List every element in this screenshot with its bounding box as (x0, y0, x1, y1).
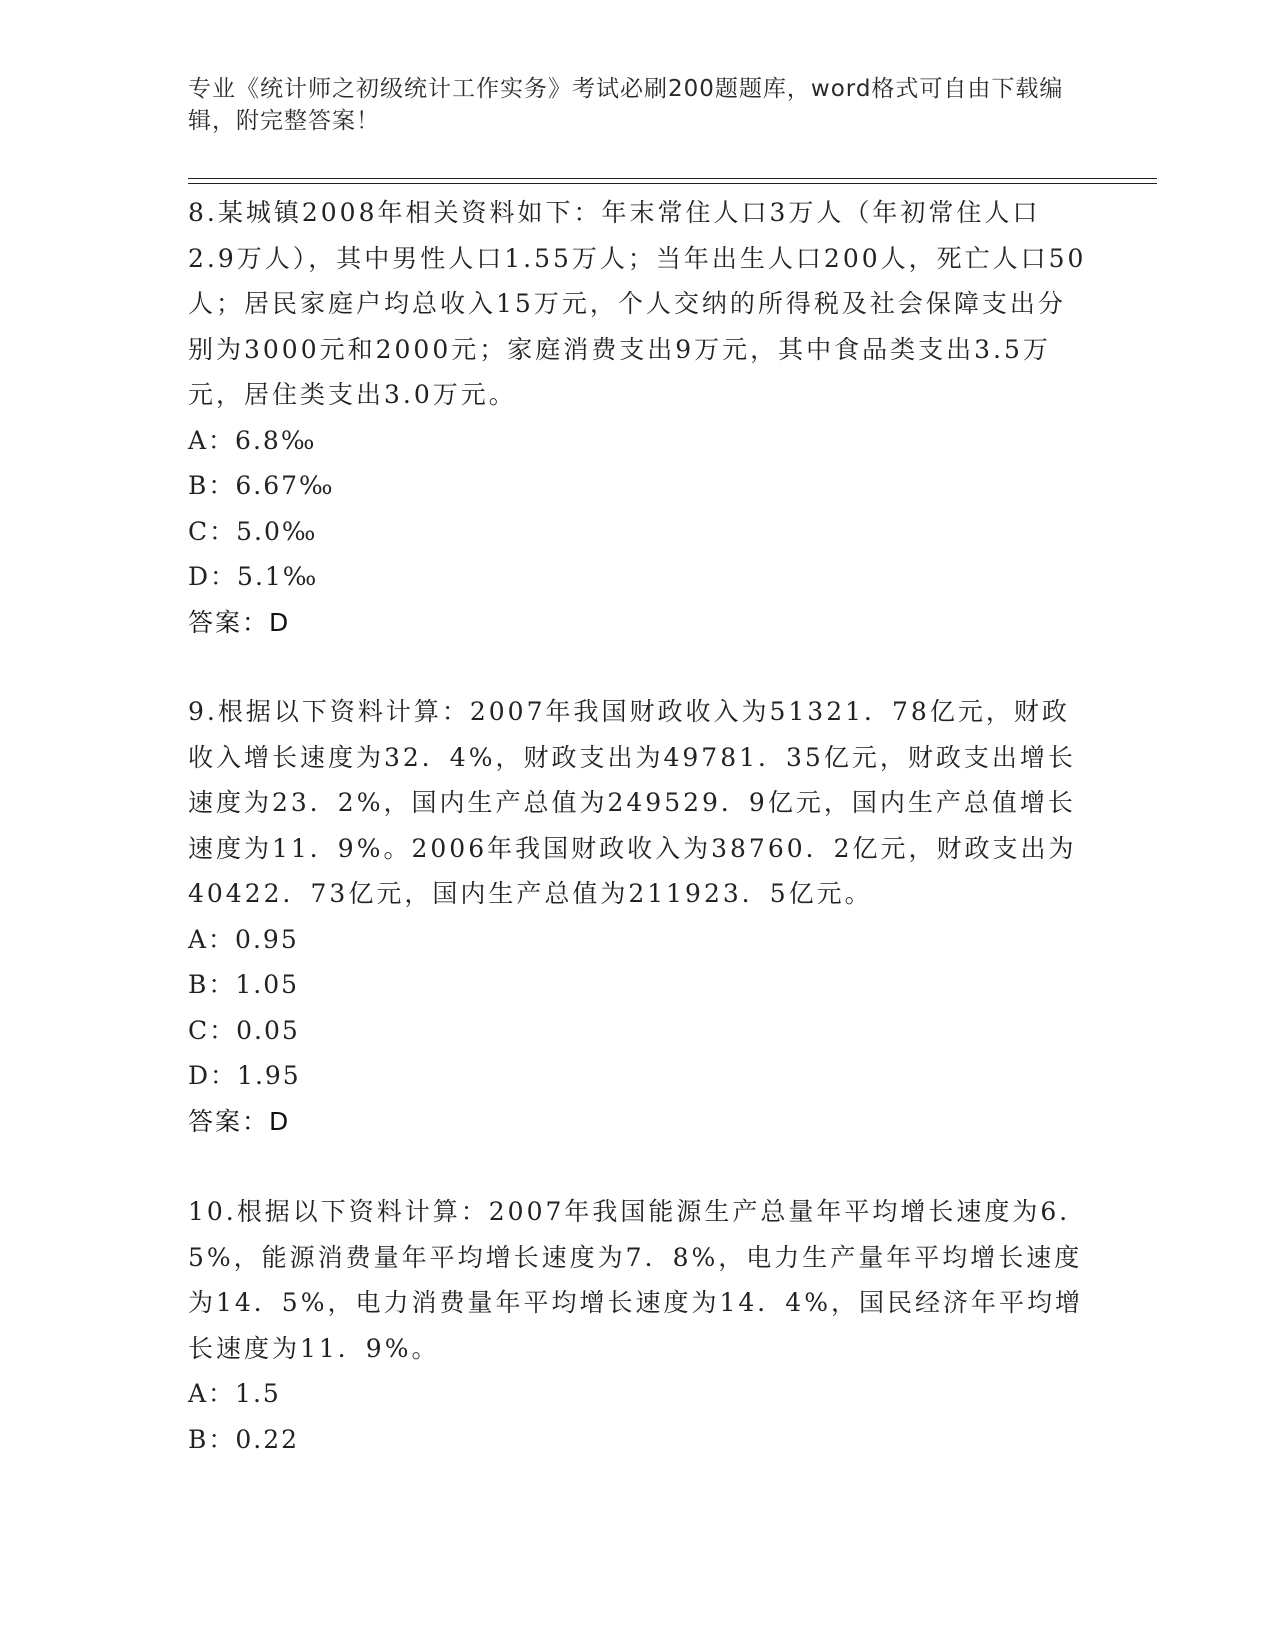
answer-line: 答案：D (188, 607, 291, 637)
option-a: A：0.95 (188, 924, 299, 954)
question-text: 10.根据以下资料计算：2007年我国能源生产总量年平均增长速度为6．5%，能源消费量年平均增长速度为7．8%，电力生产量年平均增长速度为14．5%，电力消费量年平均增长速度为14．4%，国民经济年平均增长速度为11．9%。 (188, 1197, 1088, 1363)
option-a: A：1.5 (188, 1379, 281, 1408)
option-d: D：5.1‰ (188, 562, 319, 591)
option-b: B：1.05 (188, 970, 300, 999)
option-c: C：5.0‰ (188, 516, 318, 546)
option-d: D：1.95 (188, 1061, 301, 1090)
question-text: 8.某城镇2008年相关资料如下：年末常住人口3万人（年初常住人口2.9万人），其中男性人口1.55万人；当年出生人口200人，死亡人口50人；居民家庭户均总收入15万元，个人交纳的所得税及社会保障支出分别为3000元和2000元；家庭消费支出9万元，其中食品类支出3.5万元，居住类支出3.0万元。 (188, 198, 1087, 409)
question-8 (188, 190, 1088, 645)
header-rule-bottom (188, 183, 1157, 184)
option-b: B：0.22 (188, 1424, 300, 1454)
option-a: A：6.8‰ (188, 425, 317, 455)
option-b: B：6.67‰ (188, 471, 335, 500)
question-text: 9.根据以下资料计算：2007年我国财政收入为51321．78亿元，财政收入增长速度为32．4%，财政支出为49781．35亿元，财政支出增长速度为23．2%，国内生产总值为249529．9亿元，国内生产总值增长速度为11．9%。2006年我国财政收入为38760．2亿元，财政支出为40422．73亿元，国内生产总值为211923．5亿元。 (188, 697, 1077, 908)
option-c: C：0.05 (188, 1015, 300, 1045)
question-9 (188, 689, 1088, 1144)
answer-line: 答案：D (188, 1106, 291, 1136)
document-header: 专业《统计师之初级统计工作实务》考试必刷200题题库，word格式可自由下载编辑，附完整答案！ (188, 76, 1064, 134)
question-10 (188, 1189, 1088, 1462)
header-rule-top (188, 178, 1157, 179)
